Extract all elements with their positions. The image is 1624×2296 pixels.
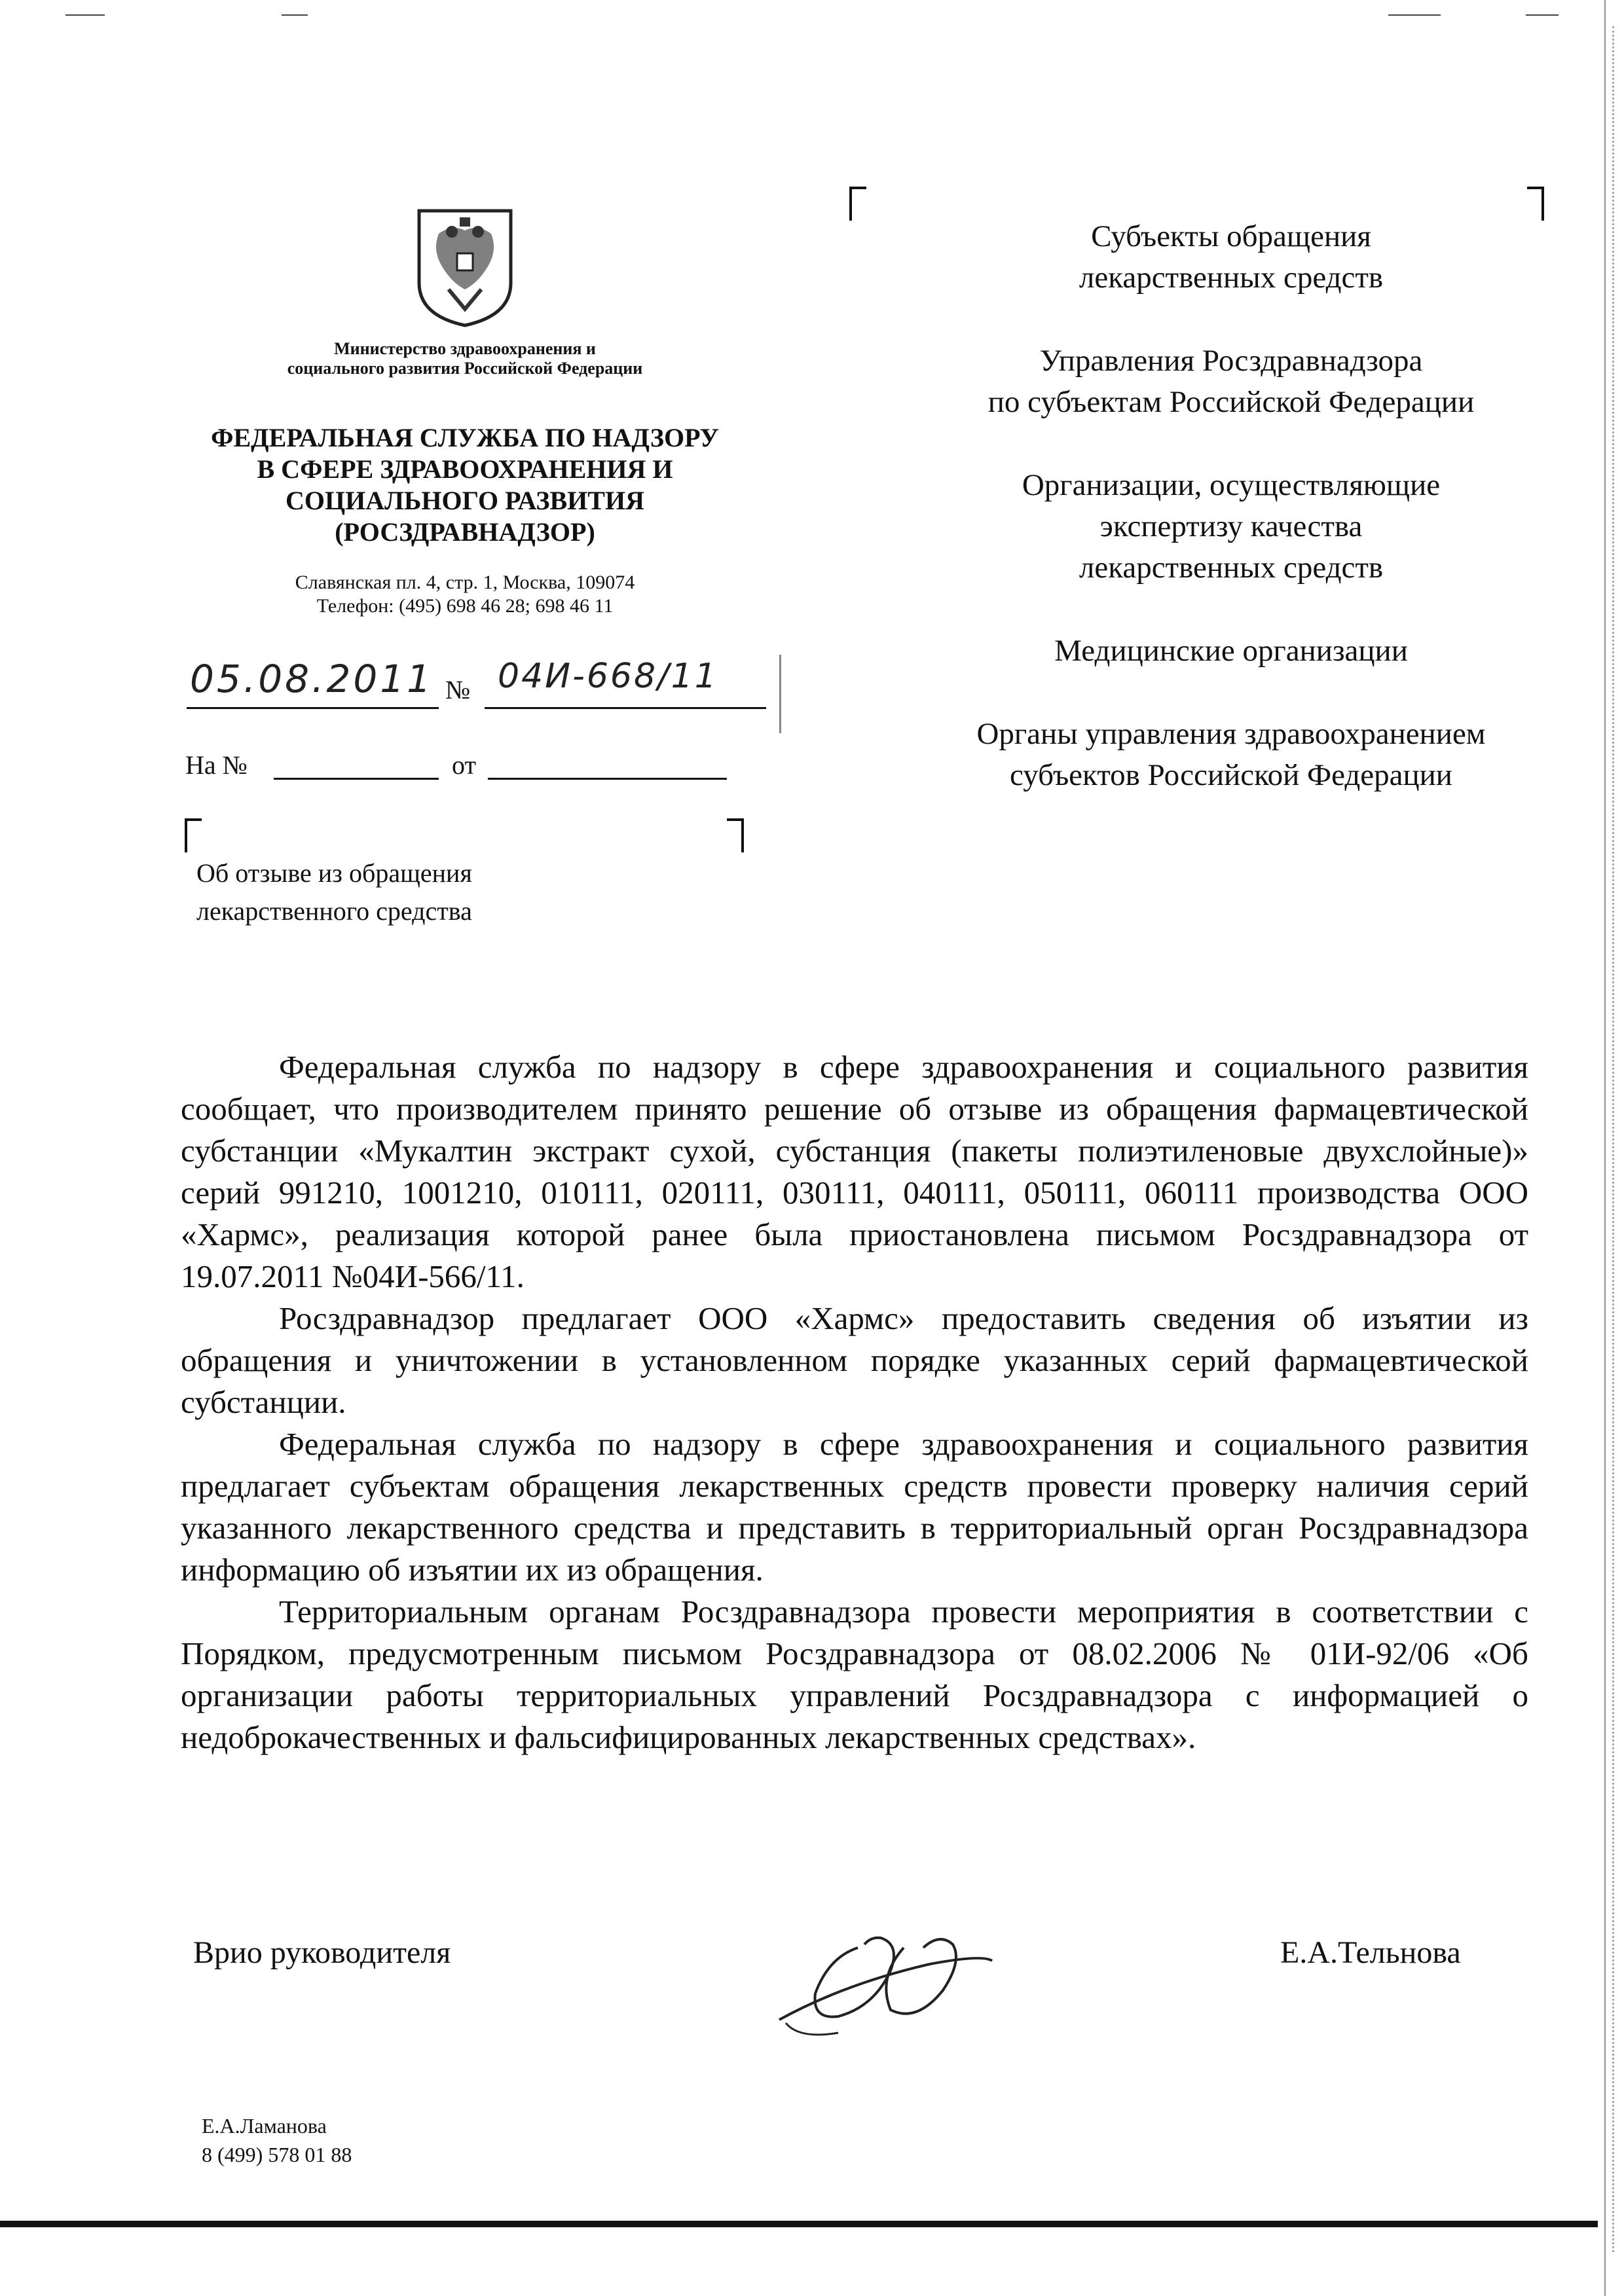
addressee: Органы управления здравоохранением субъектов Российской Федерации	[976, 717, 1486, 792]
corner-mark	[849, 187, 866, 221]
reply-number-line	[274, 778, 439, 780]
body-paragraph: Росздравнадзор предлагает ООО «Хармс» предоставить сведения об изъятии из обращения и уничтожении в установленном порядке указанных серий фармацевтической субстанции.	[181, 1300, 1528, 1420]
service-line: ФЕДЕРАЛЬНАЯ СЛУЖБА ПО НАДЗОРУ	[211, 423, 719, 452]
letter-subject	[196, 854, 472, 930]
date-line	[187, 707, 439, 709]
scan-edge	[1604, 0, 1606, 2296]
executor-name: Е.А.Ламанова	[202, 2114, 327, 2138]
scan-mark	[1526, 14, 1559, 16]
addressee: Управления Росздравнадзора по субъектам Российской Федерации	[987, 344, 1475, 419]
reply-label: На №	[185, 750, 248, 780]
service-line: СОЦИАЛЬНОГО РАЗВИТИЯ	[286, 486, 644, 515]
sender-address	[196, 571, 733, 618]
body-paragraph: Федеральная служба по надзору в сфере здравоохранения и социального развития сообщает, что производителем принято решение об отзыве из обращения фармацевтической субстанции «Мукалтин экстракт сухой, субстанция (пакеты полиэтиленовые двухслойные)» серий 991210, 1001210, 010111, 020111, 030111, 040111, 050111, 060111 производства ООО «Хармс», реализация которой ранее была приостановлена письмом Росздравнадзора от 19.07.2011 №04И-566/11.	[181, 1049, 1528, 1294]
body-paragraph: Федеральная служба по надзору в сфере здравоохранения и социального развития предлагает субъектам обращения лекарственных средств провести проверку наличия серий указанного лекарственного средства и представить в территориальный орган Росздравнадзора информацию об изъятии их из обращения.	[181, 1426, 1528, 1588]
scan-mark	[282, 14, 308, 16]
corner-mark	[727, 818, 744, 852]
scan-mark	[1388, 14, 1441, 16]
outgoing-date: 05.08.2011	[190, 657, 434, 701]
letter-body	[181, 1046, 1528, 1758]
address-line: Славянская пл. 4, стр. 1, Москва, 109074	[295, 572, 635, 593]
ministry-name	[196, 339, 733, 378]
scan-edge-dotted	[1612, 26, 1615, 2252]
ministry-line: социального развития Российской Федерации	[287, 359, 643, 378]
body-paragraph: Территориальным органам Росздравнадзора провести мероприятия в соответствии с Порядком, предусмотренным письмом Росздравнадзора от 08.02.2006 № 01И-92/06 «Об организации работы территориальных управлений Росздравнадзора с информацией о недоброкачественных и фальсифицированных лекарственных средствах».	[181, 1594, 1528, 1755]
signatory-name: Е.А.Тельнова	[1280, 1935, 1461, 1970]
subject-line: Об отзыве из обращения	[196, 858, 472, 888]
corner-mark	[185, 818, 202, 852]
addressee: Медицинские организации	[1054, 634, 1408, 668]
scan-mark	[779, 655, 781, 733]
outgoing-number: 04И-668/11	[498, 657, 718, 696]
handwritten-signature-icon	[766, 1886, 1015, 2056]
reply-date-line	[488, 778, 727, 780]
bottom-rule	[0, 2221, 1598, 2227]
subject-line: лекарственного средства	[196, 896, 472, 926]
addressee: Организации, осуществляющие экспертизу качества лекарственных средств	[1022, 468, 1441, 585]
ministry-line: Министерство здравоохранения и	[334, 339, 596, 358]
executor-info	[202, 2111, 352, 2169]
from-label: от	[452, 750, 476, 780]
executor-phone: 8 (499) 578 01 88	[202, 2143, 352, 2166]
number-line	[485, 707, 766, 709]
service-line: (РОСЗДРАВНАДЗОР)	[335, 517, 595, 547]
scan-mark	[65, 14, 105, 16]
addressee-list	[904, 216, 1559, 838]
service-line: В СФЕРЕ ЗДРАВООХРАНЕНИЯ И	[257, 454, 673, 484]
phone-line: Телефон: (495) 698 46 28; 698 46 11	[316, 595, 614, 617]
number-label: №	[445, 675, 471, 704]
signatory-role: Врио руководителя	[193, 1935, 451, 1970]
russian-coat-of-arms-icon	[413, 204, 517, 329]
service-name	[170, 422, 760, 548]
addressee: Субъекты обращения лекарственных средств	[1079, 219, 1384, 295]
